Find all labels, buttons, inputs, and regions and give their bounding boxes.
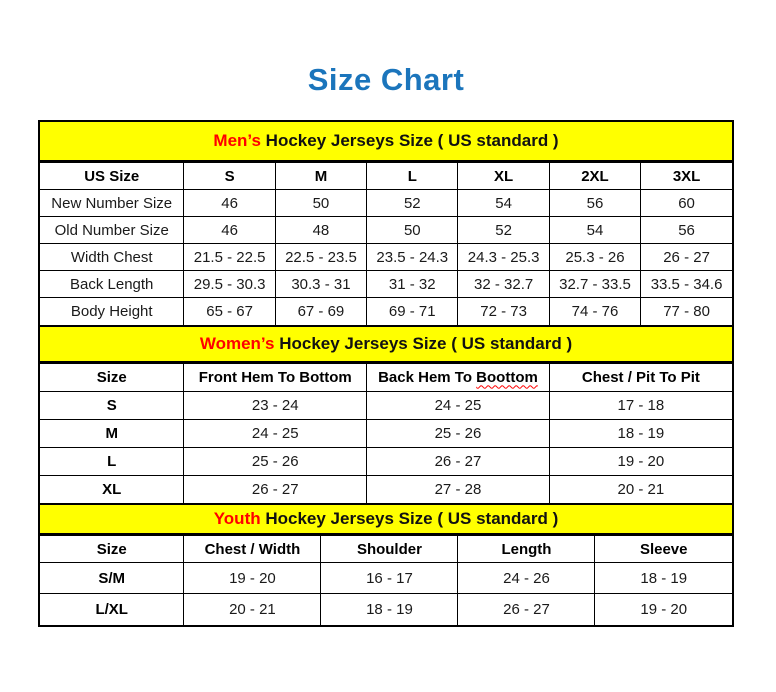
size-chart-table	[38, 120, 734, 627]
men-table-row	[40, 271, 732, 298]
youth-value-cell: 19 - 20	[184, 563, 321, 594]
youth-value-cell: 16 - 17	[321, 563, 458, 594]
men-column-header: XL	[458, 163, 549, 190]
men-value-cell: 54	[549, 217, 640, 244]
youth-header-row	[40, 536, 732, 563]
men-value-cell: 74 - 76	[549, 298, 640, 325]
men-value-cell: 25.3 - 26	[549, 244, 640, 271]
women-value-cell: 27 - 28	[367, 475, 550, 503]
women-table-row	[40, 419, 732, 447]
youth-size-table	[40, 535, 732, 625]
men-value-cell: 72 - 73	[458, 298, 549, 325]
men-table-row	[40, 244, 732, 271]
youth-table-row	[40, 594, 732, 625]
women-column-header: Size	[40, 363, 184, 391]
women-table-row	[40, 447, 732, 475]
men-value-cell: 21.5 - 22.5	[184, 244, 275, 271]
youth-column-header: Size	[40, 536, 184, 563]
women-value-cell: 17 - 18	[549, 391, 732, 419]
men-value-cell: 24.3 - 25.3	[458, 244, 549, 271]
women-column-header: Back Hem To Boottom	[367, 363, 550, 391]
mens-section-banner	[40, 122, 732, 162]
men-table-row	[40, 217, 732, 244]
men-table-row	[40, 298, 732, 325]
women-header-row	[40, 363, 732, 391]
youth-table-row	[40, 563, 732, 594]
youth-value-cell: 26 - 27	[458, 594, 595, 625]
mens-banner-highlight: Men’s	[213, 131, 261, 150]
womens-size-table	[40, 363, 732, 504]
youth-value-cell: 19 - 20	[595, 594, 732, 625]
men-row-label: Old Number Size	[40, 217, 184, 244]
mens-banner-text: Hockey Jerseys Size ( US standard )	[260, 131, 559, 150]
women-value-cell: 26 - 27	[184, 475, 367, 503]
men-value-cell: 50	[367, 217, 458, 244]
men-value-cell: 52	[458, 217, 549, 244]
youth-value-cell: 18 - 19	[321, 594, 458, 625]
men-value-cell: 60	[641, 190, 732, 217]
youth-column-header: Shoulder	[321, 536, 458, 563]
men-value-cell: 32 - 32.7	[458, 271, 549, 298]
women-value-cell: 19 - 20	[549, 447, 732, 475]
men-value-cell: 67 - 69	[275, 298, 366, 325]
men-column-header: L	[367, 163, 458, 190]
youth-row-label: L/XL	[40, 594, 184, 625]
men-row-label: Back Length	[40, 271, 184, 298]
mens-size-table	[40, 162, 732, 325]
youth-banner-text: Hockey Jerseys Size ( US standard )	[260, 509, 559, 528]
men-value-cell: 32.7 - 33.5	[549, 271, 640, 298]
women-row-label: S	[40, 391, 184, 419]
men-row-label: New Number Size	[40, 190, 184, 217]
youth-value-cell: 18 - 19	[595, 563, 732, 594]
women-value-cell: 18 - 19	[549, 419, 732, 447]
men-value-cell: 77 - 80	[641, 298, 732, 325]
women-row-label: XL	[40, 475, 184, 503]
men-value-cell: 65 - 67	[184, 298, 275, 325]
women-column-header: Front Hem To Bottom	[184, 363, 367, 391]
women-value-cell: 25 - 26	[184, 447, 367, 475]
men-column-header: M	[275, 163, 366, 190]
youth-column-header: Chest / Width	[184, 536, 321, 563]
men-value-cell: 52	[367, 190, 458, 217]
youth-section-banner	[40, 503, 732, 535]
women-row-label: M	[40, 419, 184, 447]
youth-column-header: Sleeve	[595, 536, 732, 563]
men-value-cell: 54	[458, 190, 549, 217]
men-value-cell: 56	[641, 217, 732, 244]
men-value-cell: 56	[549, 190, 640, 217]
men-column-header: 3XL	[641, 163, 732, 190]
men-table-row	[40, 190, 732, 217]
men-value-cell: 26 - 27	[641, 244, 732, 271]
womens-banner-text: Hockey Jerseys Size ( US standard )	[274, 333, 573, 353]
youth-banner-highlight: Youth	[213, 509, 261, 528]
men-value-cell: 33.5 - 34.6	[641, 271, 732, 298]
women-value-cell: 26 - 27	[367, 447, 550, 475]
youth-column-header: Length	[458, 536, 595, 563]
men-value-cell: 29.5 - 30.3	[184, 271, 275, 298]
women-value-cell: 20 - 21	[549, 475, 732, 503]
womens-section-banner	[40, 325, 732, 363]
womens-banner-highlight: Women’s	[199, 333, 275, 353]
youth-value-cell: 24 - 26	[458, 563, 595, 594]
men-value-cell: 46	[184, 190, 275, 217]
men-column-header: 2XL	[549, 163, 640, 190]
men-value-cell: 48	[275, 217, 366, 244]
men-row-label: Body Height	[40, 298, 184, 325]
page-title: Size Chart	[307, 62, 465, 97]
men-column-header: US Size	[40, 163, 184, 190]
men-column-header: S	[184, 163, 275, 190]
men-value-cell: 23.5 - 24.3	[367, 244, 458, 271]
men-value-cell: 22.5 - 23.5	[275, 244, 366, 271]
men-value-cell: 30.3 - 31	[275, 271, 366, 298]
women-value-cell: 25 - 26	[367, 419, 550, 447]
men-value-cell: 46	[184, 217, 275, 244]
youth-value-cell: 20 - 21	[184, 594, 321, 625]
men-row-label: Width Chest	[40, 244, 184, 271]
women-value-cell: 24 - 25	[367, 391, 550, 419]
women-value-cell: 24 - 25	[184, 419, 367, 447]
women-row-label: L	[40, 447, 184, 475]
women-table-row	[40, 391, 732, 419]
misspelled-word: Boottom	[476, 368, 538, 386]
men-value-cell: 31 - 32	[367, 271, 458, 298]
men-value-cell: 50	[275, 190, 366, 217]
men-value-cell: 69 - 71	[367, 298, 458, 325]
youth-row-label: S/M	[40, 563, 184, 594]
women-value-cell: 23 - 24	[184, 391, 367, 419]
men-header-row	[40, 163, 732, 190]
women-column-header: Chest / Pit To Pit	[549, 363, 732, 391]
women-table-row	[40, 475, 732, 503]
